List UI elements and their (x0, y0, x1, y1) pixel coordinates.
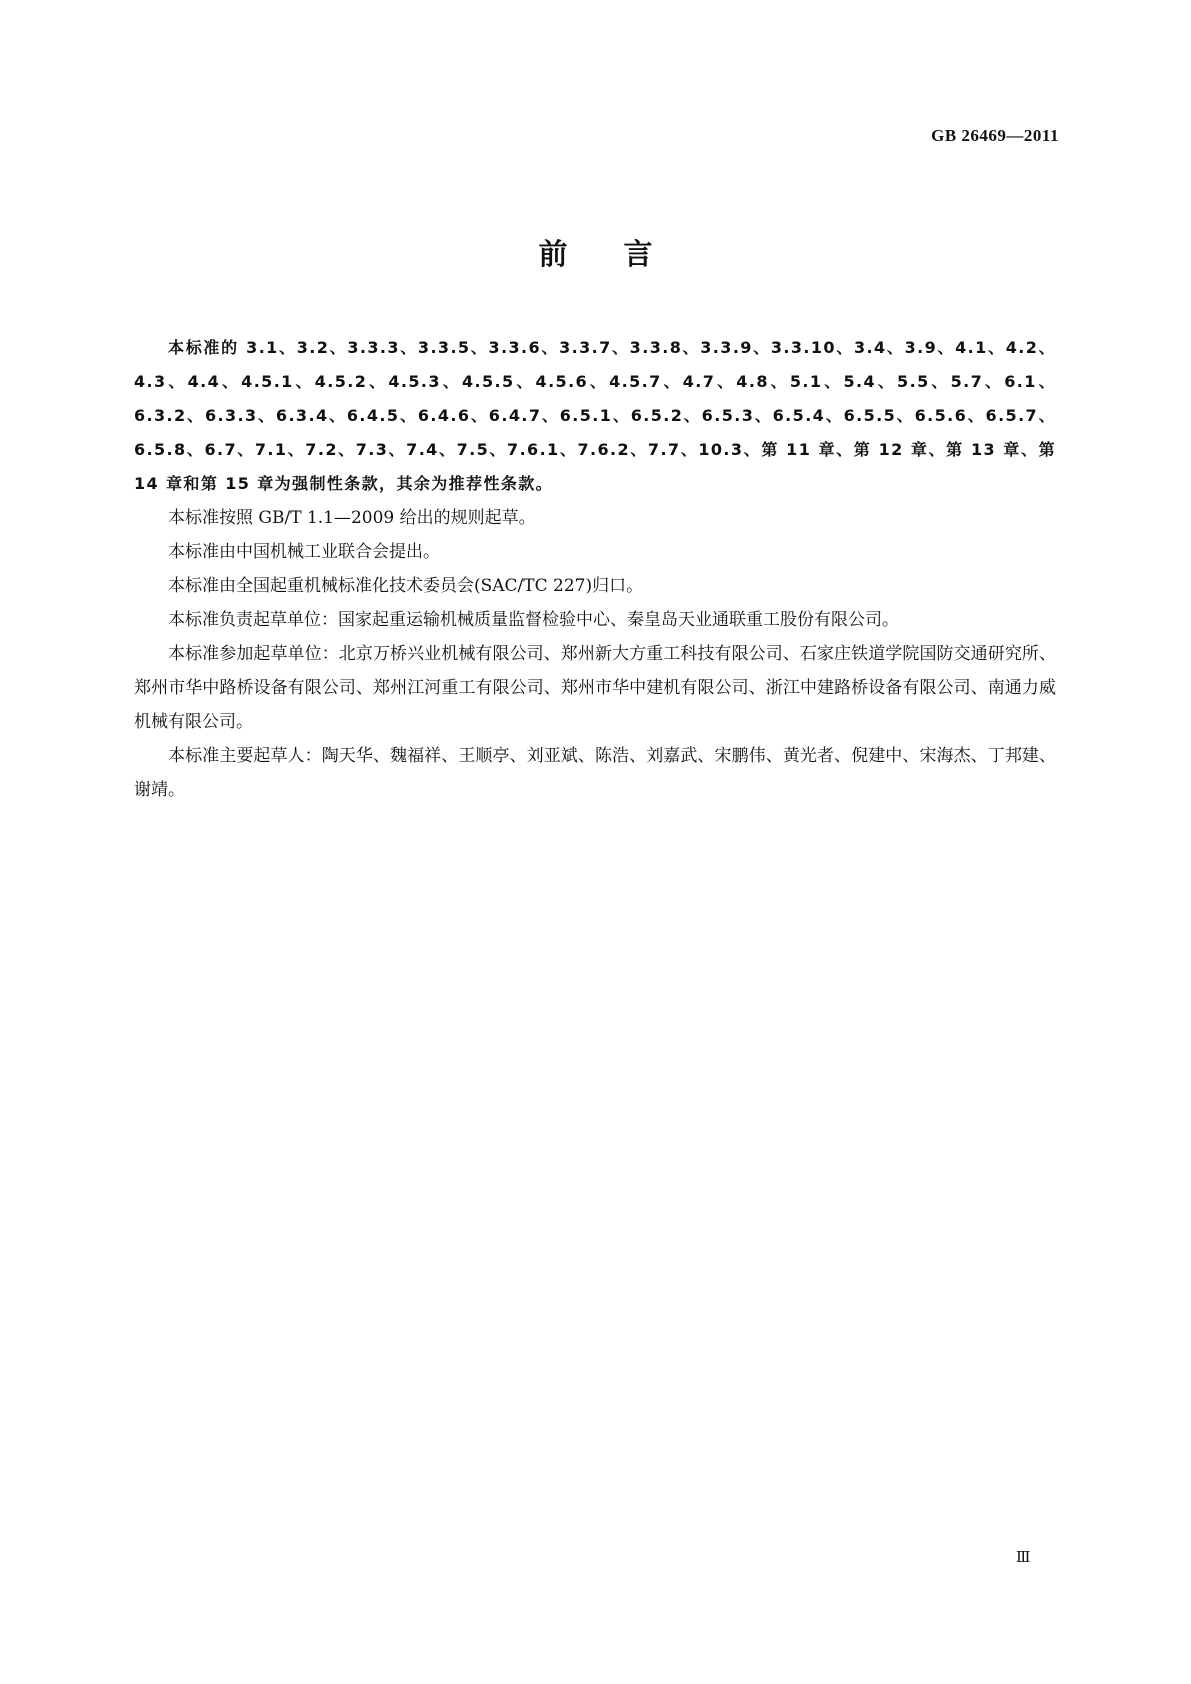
foreword-body (134, 331, 1056, 807)
mandatory-clauses-paragraph: 本标准的 3.1、3.2、3.3.3、3.3.5、3.3.6、3.3.7、3.3.8、3.3.9、3.3.10、3.4、3.9、4.1、4.2、4.3、4.4、4.5.1、4.5.2、4.5.3、4.5.5、4.5.6、4.5.7、4.7、4.8、5.1、5.4、5.5、5.7、6.1、6.3.2、6.3.3、6.3.4、6.4.5、6.4.6、6.4.7、6.5.1、6.5.2、6.5.3、6.5.4、6.5.5、6.5.6、6.5.7、6.5.8、6.7、7.1、7.2、7.3、7.4、7.5、7.6.1、7.6.2、7.7、10.3、第 11 章、第 12 章、第 13 章、第 14 章和第 15 章为强制性条款，其余为推荐性条款。 (134, 338, 1056, 493)
page-title: 前言 (538, 237, 709, 271)
drafting-rules-paragraph: 本标准按照 GB/T 1.1—2009 给出的规则起草。 (168, 508, 536, 528)
main-drafters-paragraph: 本标准主要起草人：陶天华、魏福祥、王顺亭、刘亚斌、陈浩、刘嘉武、宋鹏伟、黄光者、倪建中、宋海杰、丁邦建、谢靖。 (134, 746, 1056, 800)
committee-paragraph: 本标准由全国起重机械标准化技术委员会(SAC/TC 227)归口。 (168, 576, 644, 596)
participating-drafters-paragraph: 本标准参加起草单位：北京万桥兴业机械有限公司、郑州新大方重工科技有限公司、石家庄铁道学院国防交通研究所、郑州市华中路桥设备有限公司、郑州江河重工有限公司、郑州市华中建机有限公司、浙江中建路桥设备有限公司、南通力威机械有限公司。 (134, 644, 1056, 732)
proposer-paragraph: 本标准由中国机械工业联合会提出。 (168, 542, 440, 562)
lead-drafters-paragraph: 本标准负责起草单位：国家起重运输机械质量监督检验中心、秦皇岛天业通联重工股份有限公司。 (168, 610, 899, 630)
page-number: Ⅲ (1016, 1550, 1030, 1566)
standard-number: GB 26469—2011 (931, 126, 1059, 145)
